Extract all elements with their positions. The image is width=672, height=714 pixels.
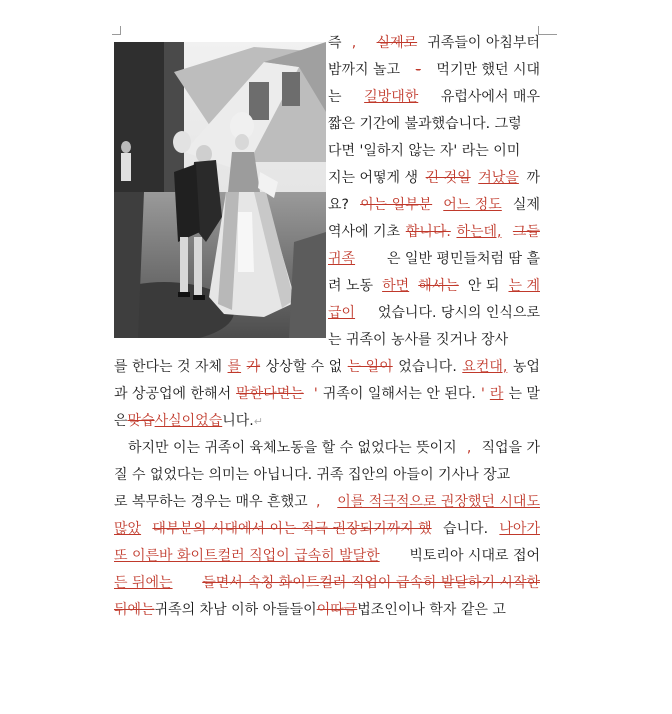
edit-mark: ' [480,386,485,402]
text-run: 었습니다. [398,359,457,375]
edit-mark: , [316,494,321,510]
inserted-text: 를 [227,359,242,375]
inserted-text: 많았 [114,521,142,537]
text-line[interactable] [114,165,540,192]
text-run: 습니다. [443,521,489,537]
text-run: 는 귀족이 농사를 짓거나 장사 [328,332,509,348]
text-line[interactable] [114,84,540,111]
text-run: 상상할 수 없 [265,359,343,375]
text-line[interactable] [114,408,540,435]
deleted-text: 이따금 [316,602,358,618]
text-line[interactable] [114,516,540,543]
text-line[interactable] [114,57,540,84]
inserted-text: 든 뒤에는 [114,575,173,591]
inserted-text: 귀족 [328,251,356,267]
text-run: 로 복무하는 경우는 매우 흔했고 [114,494,308,510]
inserted-text: 요컨대, [462,359,508,375]
deleted-text: 실제로 [376,35,418,51]
text-run: 안 되 [467,278,500,294]
inserted-text: 는 계 [508,278,540,294]
text-run: 실제 [512,197,540,213]
inserted-text: 또 이른바 화이트컬러 직업이 급속히 발달한 [114,548,380,564]
text-run: 귀족이 일해서는 안 된다. [322,386,476,402]
inserted-text: 나아가 [499,521,540,537]
text-run: 다면 '일하지 않는 자' 라는 이미 [328,143,521,159]
inserted-text: 겨났을 [478,170,519,186]
text-run: 니다. [222,413,254,429]
text-run: 즉 [328,35,342,51]
inserted-text: 하면 [382,278,410,294]
deleted-text: 그들 [512,224,540,240]
text-run: 는 말 [508,386,540,402]
text-run: 까 [526,170,540,186]
text-run: 농업 [512,359,540,375]
deleted-text: - [415,62,421,78]
inserted-text: 길방대한 [364,89,419,105]
text-run: 유럽사에서 매우 [440,89,540,105]
text-line[interactable] [114,111,540,138]
edit-mark: , [466,440,472,456]
text-run: 귀족의 차남 이하 아들들이 [154,602,317,618]
text-run: 질 수 없었다는 의미는 아닙니다. 귀족 집안의 아들이 기사나 장교 [114,467,511,483]
text-line[interactable] [114,597,540,624]
deleted-text: 말한다면는 [236,386,304,402]
text-run: 빅토리아 시대로 접어 [409,548,540,564]
inserted-text: 하는데, [456,224,502,240]
text-run: 직업을 가 [481,440,540,456]
text-run: 먹기만 했던 시대 [436,62,540,78]
document-page[interactable] [114,30,540,624]
paragraph-mark: ↵ [253,415,263,428]
text-run: 과 상공업에 한해서 [114,386,232,402]
text-run: 는 [328,89,342,105]
text-run: 요? [328,197,349,213]
inserted-text: 이를 적극적으로 권장했던 시대도 [337,494,540,510]
text-run: 법조인이나 학자 같은 고 [357,602,506,618]
text-run: 은 [114,413,128,429]
edit-mark: ' [313,386,318,402]
inserted-text: 급이 [328,305,356,321]
text-line[interactable] [114,273,540,300]
inserted-text: 라 [489,386,504,402]
edit-mark: , [351,35,357,51]
text-line[interactable] [114,138,540,165]
deleted-text: 가 [246,359,261,375]
text-line[interactable] [114,462,540,489]
text-run: 었습니다. 당시의 인식으로 [377,305,540,321]
deleted-text: 긴 것일 [425,170,471,186]
inserted-text: 어느 정도 [443,197,502,213]
inserted-text: 사실이었습 [154,413,223,429]
text-line[interactable] [114,543,540,570]
text-run: 은 일반 평민들처럼 땀 흘 [386,251,540,267]
text-run: 지는 어떻게 생 [328,170,419,186]
text-line[interactable] [114,246,540,273]
text-run: 밤까지 놀고 [328,62,401,78]
deleted-text: 는 일이 [347,359,393,375]
text-line[interactable] [114,354,540,381]
text-run: 귀족들이 아침부터 [427,35,540,51]
deleted-text: 해서는 [418,278,459,294]
text-line[interactable] [114,192,540,219]
deleted-text: 뒤에는 [114,602,155,618]
text-line[interactable] [114,219,540,246]
page-corner-mark-top-right [538,26,557,35]
deleted-text: 합니다. [405,224,451,240]
deleted-text: 들면서 속칭 화이트컬러 직업이 급속히 발달하기 시작한 [202,575,540,591]
text-run: 를 한다는 것 자체 [114,359,223,375]
text-run: 짧은 기간에 불과했습니다. 그렇 [328,116,522,132]
text-run: 역사에 기초 [328,224,401,240]
deleted-text: 맞습 [127,413,155,429]
text-line[interactable] [114,435,540,462]
text-line[interactable] [114,570,540,597]
text-line[interactable] [114,30,540,57]
deleted-text: 이는 일부분 [360,197,433,213]
text-line[interactable] [114,381,540,408]
deleted-text: 대부분의 시대에서 이는 적극 권장되기까지 했 [152,521,432,537]
text-line[interactable] [114,327,540,354]
text-line[interactable] [114,300,540,327]
text-run: 려 노동 [328,278,374,294]
text-line[interactable] [114,489,540,516]
text-run: 하지만 이는 귀족이 육체노동을 할 수 없었다는 뜻이지 [128,440,457,456]
